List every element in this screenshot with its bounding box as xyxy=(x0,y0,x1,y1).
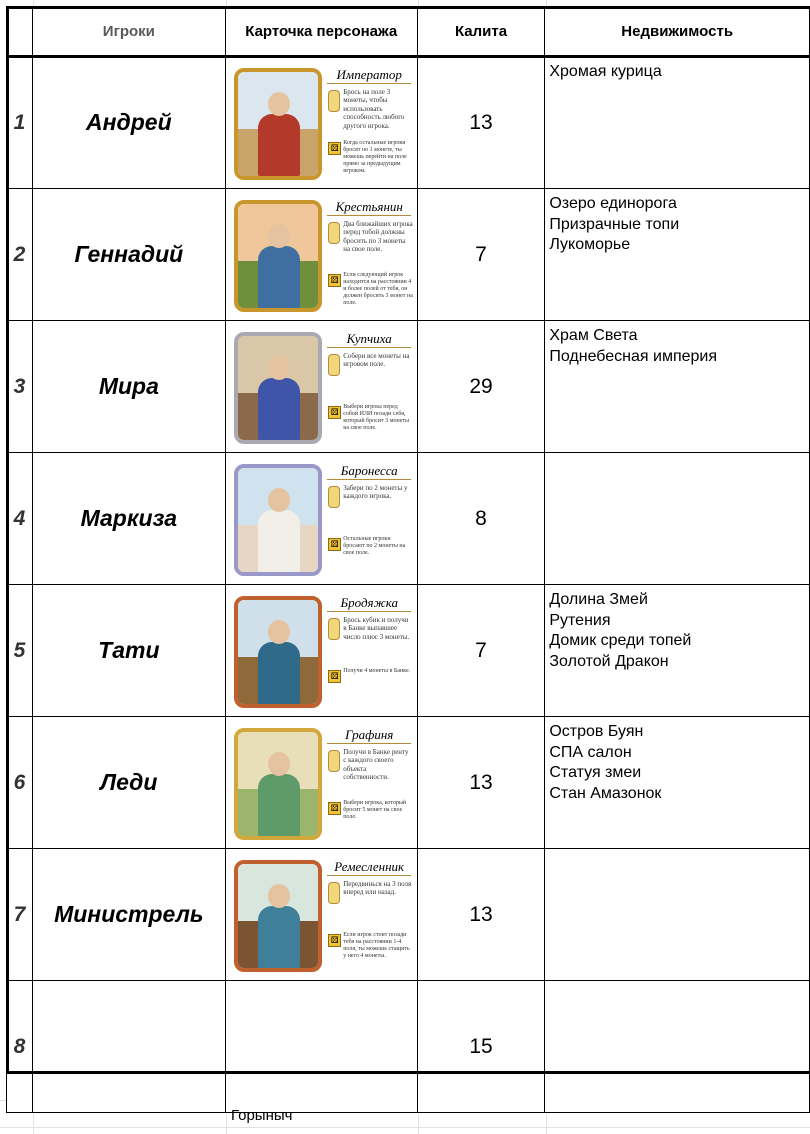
card-title-underline xyxy=(327,215,411,216)
players-table xyxy=(6,6,810,1113)
card-title-underline xyxy=(327,743,411,744)
estate-cell[interactable] xyxy=(545,189,810,321)
estate-item: СПА салон xyxy=(549,743,632,761)
table-row xyxy=(7,321,810,453)
character-portrait xyxy=(234,464,322,576)
portrait-figure xyxy=(258,114,300,176)
table-row xyxy=(7,981,810,1113)
coin-icon xyxy=(328,354,340,376)
wallet-cell[interactable]: 13 xyxy=(417,849,545,981)
header-players[interactable]: Игроки xyxy=(32,7,225,57)
estate-item: Поднебесная империя xyxy=(549,347,718,365)
card-dice-text: Когда остальные игроки бросят по 1 монете, ты можешь перейти на поле прямо за предыдущим игроком. xyxy=(343,139,407,175)
row-number-cell[interactable]: 3 xyxy=(7,321,33,453)
card-dice-text: Если следующий игрок находится на расстоянии 4 и более полей от тебя, он должен бросить 3 монет на поле. xyxy=(343,271,413,307)
table-row xyxy=(7,849,810,981)
portrait-face xyxy=(268,620,290,644)
card-title: Графиня xyxy=(345,726,394,742)
estate-item: Золотой Дракон xyxy=(549,652,669,670)
character-card-cell[interactable] xyxy=(225,453,417,585)
dice-icon: ⚄ xyxy=(328,142,341,155)
card-ability-text: Забери по 2 монеты у каждого игрока. xyxy=(343,483,408,500)
card-title: Император xyxy=(336,66,402,82)
card-ability-text: Брось кубик и получи в Банке выпавшее число плюс 3 монеты. xyxy=(343,615,410,641)
card-dice-text: Выбери игрока перед собой ИЛИ позади себя, который бросит 3 монеты на свое поле. xyxy=(343,403,410,432)
player-name-cell[interactable]: Леди xyxy=(32,717,225,849)
portrait-figure xyxy=(258,642,300,704)
dice-icon: ⚄ xyxy=(328,274,341,287)
estate-cell[interactable] xyxy=(545,981,810,1113)
card-dice-text: Получи 4 монеты в Банке. xyxy=(343,667,411,674)
portrait-figure xyxy=(258,246,300,308)
sheet-gridline xyxy=(0,1127,810,1128)
player-name-cell[interactable]: Маркиза xyxy=(32,453,225,585)
player-name-cell[interactable]: Министрель xyxy=(32,849,225,981)
card-dice-text: Если игрок стоит позади тебя на расстоянии 1-4 поля, ты можешь стащить у него 4 монеты. xyxy=(343,931,410,960)
character-card-cell[interactable] xyxy=(225,585,417,717)
card-title-underline xyxy=(327,83,411,84)
estate-cell[interactable] xyxy=(545,585,810,717)
dice-icon: ⚄ xyxy=(328,670,341,683)
card-ability-text: Брось на поле 3 монеты, чтобы использовать способность любого другого игрока. xyxy=(343,87,405,130)
estate-item: Долина Змей xyxy=(549,591,648,608)
character-portrait xyxy=(234,332,322,444)
table-row xyxy=(7,189,810,321)
player-name-cell[interactable] xyxy=(32,981,225,1113)
portrait-face xyxy=(268,884,290,908)
character-card-cell[interactable] xyxy=(225,189,417,321)
coin-icon xyxy=(328,90,340,112)
card-dice-text: Остальные игроки бросают по 2 монеты на свое поле. xyxy=(343,535,406,556)
portrait-face xyxy=(268,92,290,116)
estate-cell[interactable] xyxy=(545,717,810,849)
card-title: Бродяжка xyxy=(340,594,398,610)
dice-icon: ⚄ xyxy=(328,406,341,419)
coin-icon xyxy=(328,618,340,640)
character-portrait xyxy=(234,68,322,180)
player-name-cell[interactable]: Мира xyxy=(32,321,225,453)
character-portrait xyxy=(234,728,322,840)
player-name-cell[interactable]: Тати xyxy=(32,585,225,717)
card-ability-text: Получи в Банке ренту с каждого своего объекта собственности. xyxy=(343,747,409,781)
portrait-face xyxy=(268,356,290,380)
character-card xyxy=(231,460,411,578)
estate-item: Хромая курица xyxy=(549,63,662,80)
wallet-cell[interactable]: 8 xyxy=(417,453,545,585)
header-card[interactable]: Карточка персонажа xyxy=(225,7,417,57)
header-row xyxy=(7,7,810,57)
card-title: Крестьянин xyxy=(335,198,403,214)
dice-icon: ⚄ xyxy=(328,538,341,551)
coin-icon xyxy=(328,882,340,904)
row-number-cell[interactable]: 1 xyxy=(7,57,33,189)
wallet-cell[interactable]: 13 xyxy=(417,57,545,189)
row-number-cell[interactable]: 7 xyxy=(7,849,33,981)
portrait-figure xyxy=(258,774,300,836)
estate-item: Призрачные топи xyxy=(549,215,680,233)
player-name-cell[interactable]: Геннадий xyxy=(32,189,225,321)
character-card-cell[interactable] xyxy=(225,981,417,1113)
character-card xyxy=(231,592,411,710)
estate-cell[interactable] xyxy=(545,849,810,981)
estate-cell[interactable] xyxy=(545,453,810,585)
dice-icon: ⚄ xyxy=(328,934,341,947)
estate-item: Рутения xyxy=(549,611,611,629)
estate-cell[interactable] xyxy=(545,57,810,189)
row-number-cell[interactable]: 6 xyxy=(7,717,33,849)
wallet-cell[interactable]: 13 xyxy=(417,717,545,849)
table-row xyxy=(7,57,810,189)
header-estate[interactable]: Недвижимость xyxy=(545,7,810,57)
portrait-face xyxy=(268,224,290,248)
header-wallet[interactable]: Калита xyxy=(417,7,545,57)
player-name-cell[interactable]: Андрей xyxy=(32,57,225,189)
header-number[interactable] xyxy=(7,7,33,57)
character-card xyxy=(231,196,411,314)
estate-cell[interactable] xyxy=(545,321,810,453)
character-card xyxy=(231,724,411,842)
character-portrait xyxy=(234,200,322,312)
estate-item: Остров Буян xyxy=(549,723,644,740)
estate-item: Статуя змеи xyxy=(549,764,642,781)
dice-icon: ⚄ xyxy=(328,802,341,815)
wallet-cell[interactable]: 7 xyxy=(417,189,545,321)
estate-item: Озеро единорога xyxy=(549,195,677,212)
card-ability-text: Собери все монеты на игровом поле. xyxy=(343,351,410,368)
wallet-cell[interactable]: 7 xyxy=(417,585,545,717)
row-number-cell[interactable]: 4 xyxy=(7,453,33,585)
character-portrait xyxy=(234,860,322,972)
table-row xyxy=(7,717,810,849)
cell-note[interactable]: Горыныч xyxy=(231,1107,293,1124)
table-row xyxy=(7,585,810,717)
card-title-underline xyxy=(327,875,411,876)
character-card-cell[interactable] xyxy=(225,57,417,189)
row-number-cell[interactable]: 8 xyxy=(7,981,33,1113)
estate-item: Стан Амазонок xyxy=(549,784,662,802)
card-ability-text: Передвинься на 3 поля вперед или назад. xyxy=(343,879,412,896)
card-title-underline xyxy=(327,347,411,348)
card-title-underline xyxy=(327,479,411,480)
row-number-cell[interactable]: 2 xyxy=(7,189,33,321)
portrait-figure xyxy=(258,510,300,572)
coin-icon xyxy=(328,222,340,244)
portrait-face xyxy=(268,488,290,512)
table-row xyxy=(7,453,810,585)
character-card xyxy=(231,328,411,446)
character-card xyxy=(231,856,411,974)
portrait-figure xyxy=(258,906,300,968)
card-title-underline xyxy=(327,611,411,612)
coin-icon xyxy=(328,750,340,772)
portrait-figure xyxy=(258,378,300,440)
estate-item: Лукоморье xyxy=(549,236,631,253)
portrait-face xyxy=(268,752,290,776)
wallet-cell[interactable]: 29 xyxy=(417,321,545,453)
estate-item: Домик среди топей xyxy=(549,632,692,649)
character-card-cell[interactable] xyxy=(225,717,417,849)
estate-item: Храм Света xyxy=(549,327,638,344)
card-title: Ремесленник xyxy=(334,858,405,874)
character-portrait xyxy=(234,596,322,708)
card-dice-text: Выбери игрока, который бросит 5 монет на свое поле. xyxy=(343,799,407,820)
header-divider xyxy=(6,55,810,58)
character-card xyxy=(231,64,411,182)
wallet-cell[interactable]: 15 xyxy=(417,981,545,1113)
character-card-cell[interactable] xyxy=(225,849,417,981)
card-title: Баронесса xyxy=(340,462,398,478)
coin-icon xyxy=(328,486,340,508)
character-card-cell[interactable] xyxy=(225,321,417,453)
row-number-cell[interactable]: 5 xyxy=(7,585,33,717)
card-title: Купчиха xyxy=(346,330,392,346)
card-ability-text: Два ближайших игрока перед тобой должны бросить по 3 монеты на свое поле. xyxy=(343,219,413,253)
